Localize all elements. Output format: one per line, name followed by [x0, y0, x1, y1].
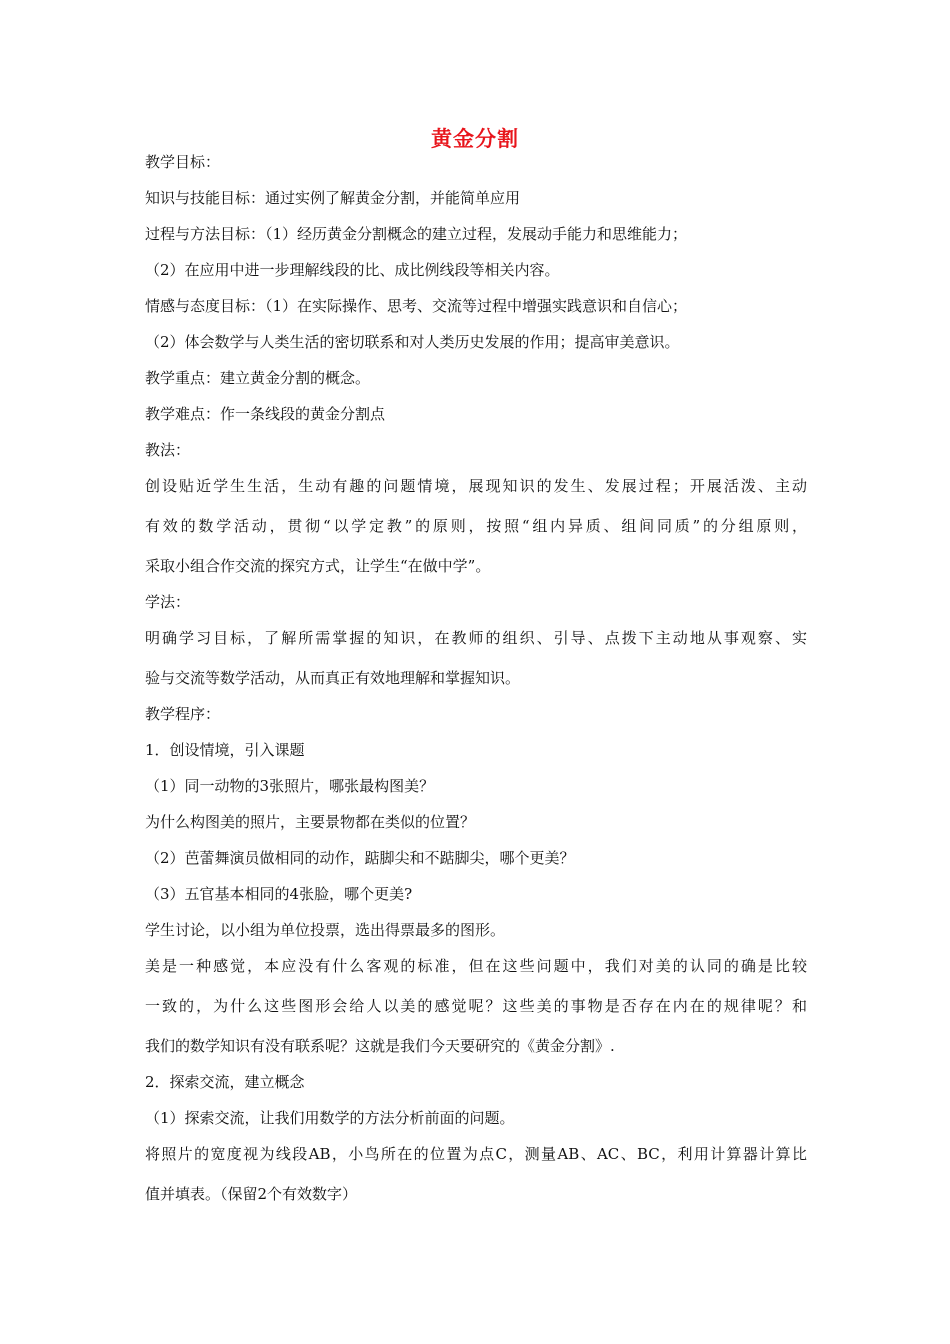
paragraph-key-point: 教学重点：建立黄金分割的概念。 — [145, 369, 371, 387]
paragraph-teaching-method-line-3: 采取小组合作交流的探究方式，让学生“在做中学”。 — [145, 557, 491, 575]
paragraph-beauty-line-2: 一致的，为什么这些图形会给人以美的感觉呢？这些美的事物是否存在内在的规律呢？和 — [145, 997, 807, 1015]
paragraph-beauty-line-3: 我们的数学知识有没有联系呢？这就是我们今天要研究的《黄金分割》. — [145, 1037, 615, 1055]
paragraph-learning-method-line-1: 明确学习目标，了解所需掌握的知识，在教师的组织、引导、点拨下主动地从事观察、实 — [145, 629, 807, 647]
paragraph-attitude-goal-2: （2）体会数学与人类生活的密切联系和对人类历史发展的作用；提高审美意识。 — [145, 333, 680, 351]
paragraph-attitude-goal: 情感与态度目标：（1）在实际操作、思考、交流等过程中增强实践意识和自信心； — [145, 297, 688, 315]
paragraph-teaching-goals-heading: 教学目标： — [145, 153, 221, 171]
paragraph-discussion: 学生讨论，以小组为单位投票，选出得票最多的图形。 — [145, 921, 506, 939]
document-body — [145, 150, 807, 1206]
paragraph-learning-method-line-2: 验与交流等数学活动，从而真正有效地理解和掌握知识。 — [145, 669, 521, 687]
paragraph-learning-method-heading: 学法： — [145, 593, 191, 611]
document-title: 黄金分割 — [431, 127, 519, 151]
paragraph-step-2-heading: 2．探索交流，建立概念 — [145, 1073, 305, 1091]
paragraph-teaching-method-line-1: 创设贴近学生生活，生动有趣的问题情境，展现知识的发生、发展过程；开展活泼、主动 — [145, 477, 807, 495]
paragraph-explore-1: （1）探索交流，让我们用数学的方法分析前面的问题。 — [145, 1109, 515, 1127]
paragraph-knowledge-goal: 知识与技能目标：通过实例了解黄金分割，并能简单应用 — [145, 189, 521, 207]
paragraph-teaching-method-heading: 教法： — [145, 441, 191, 459]
paragraph-question-2: （2）芭蕾舞演员做相同的动作，踮脚尖和不踮脚尖，哪个更美？ — [145, 849, 575, 867]
paragraph-procedure-heading: 教学程序： — [145, 705, 221, 723]
paragraph-measure-line-1: 将照片的宽度视为线段AB，小鸟所在的位置为点C，测量AB、AC、BC，利用计算器计算比 — [145, 1145, 807, 1163]
paragraph-step-1-heading: 1．创设情境，引入课题 — [145, 741, 305, 759]
paragraph-difficult-point: 教学难点：作一条线段的黄金分割点 — [145, 405, 386, 423]
paragraph-question-1-follow: 为什么构图美的照片，主要景物都在类似的位置？ — [145, 813, 476, 831]
paragraph-measure-line-2: 值并填表。（保留2个有效数字） — [145, 1185, 358, 1203]
paragraph-process-goal-2: （2）在应用中进一步理解线段的比、成比例线段等相关内容。 — [145, 261, 560, 279]
paragraph-process-goal: 过程与方法目标：（1）经历黄金分割概念的建立过程，发展动手能力和思维能力； — [145, 225, 688, 243]
paragraph-beauty-line-1: 美是一种感觉，本应没有什么客观的标准，但在这些问题中，我们对美的认同的确是比较 — [145, 957, 807, 975]
paragraph-teaching-method-line-2: 有效的数学活动，贯彻“以学定教”的原则，按照“组内异质、组间同质”的分组原则， — [145, 517, 807, 535]
paragraph-question-1: （1）同一动物的3张照片，哪张最构图美？ — [145, 777, 435, 795]
paragraph-question-3: （3）五官基本相同的4张脸，哪个更美? — [145, 885, 413, 903]
